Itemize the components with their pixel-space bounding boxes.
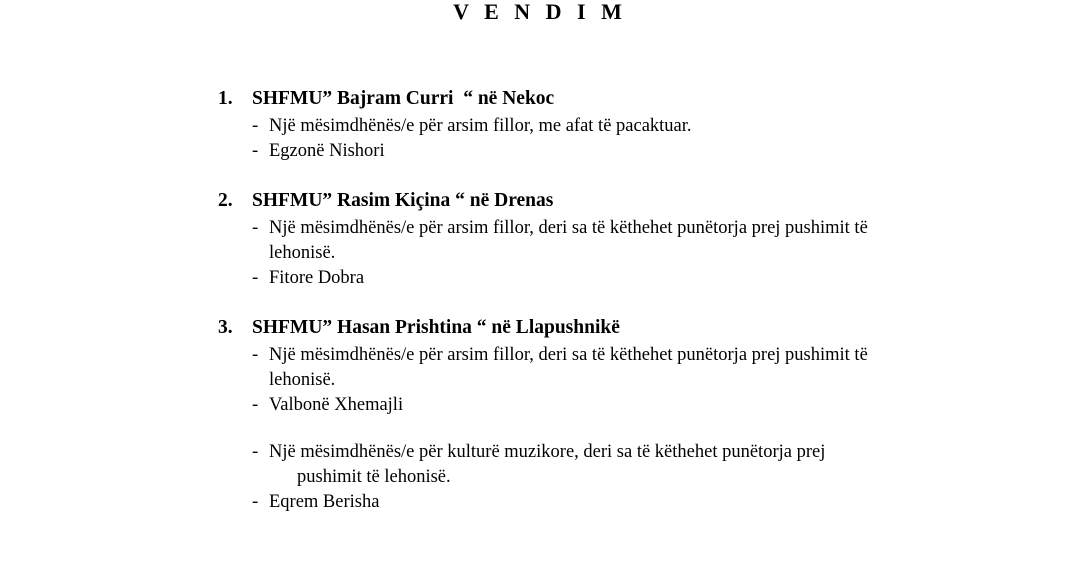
- sub-list: [218, 216, 970, 291]
- item-title: SHFMU” Bajram Curri “ në Nekoc: [252, 88, 555, 109]
- sub-list: [218, 343, 970, 515]
- sub-list-text: [269, 343, 970, 393]
- sub-list-item: [252, 490, 970, 515]
- page-title: V E N D I M: [453, 0, 627, 24]
- dash-bullet-icon: -: [252, 492, 259, 512]
- sub-list-item: [252, 343, 970, 393]
- list-item: [218, 315, 970, 515]
- sub-list-text: [269, 216, 970, 266]
- item-title: SHFMU” Rasim Kiçina “ në Drenas: [252, 190, 554, 211]
- dash-bullet-icon: -: [252, 345, 259, 365]
- dash-bullet-icon: -: [252, 442, 259, 462]
- sub-list-text: [269, 440, 970, 490]
- sub-list-text: [269, 266, 970, 291]
- sub-list-line: lehonisë.: [269, 243, 336, 263]
- sub-list-item: [252, 216, 970, 266]
- item-heading: [218, 188, 970, 214]
- sub-list-line: Një mësimdhënës/e për kulturë muzikore, deri sa të këthehet punëtorja prej: [269, 442, 826, 462]
- sub-list-text: [269, 114, 970, 139]
- item-number: 1.: [218, 88, 233, 109]
- sub-list-text: [269, 139, 970, 164]
- document-body: [0, 86, 1080, 515]
- sub-list-text: [269, 490, 970, 515]
- paragraph-gap: [252, 418, 970, 440]
- dash-bullet-icon: -: [252, 395, 259, 415]
- sub-list-line: Një mësimdhënës/e për arsim fillor, deri sa të këthehet punëtorja prej pushimit të: [269, 345, 868, 365]
- sub-list-line: Një mësimdhënës/e për arsim fillor, me afat të pacaktuar.: [269, 116, 692, 136]
- sub-list-line: lehonisë.: [269, 370, 336, 390]
- sub-list-item: [252, 393, 970, 418]
- dash-bullet-icon: -: [252, 141, 259, 161]
- sub-list-line: Një mësimdhënës/e për arsim fillor, deri sa të këthehet punëtorja prej pushimit të: [269, 218, 868, 238]
- sub-list-line: Eqrem Berisha: [269, 492, 380, 512]
- item-title: SHFMU” Hasan Prishtina “ në Llapushnikë: [252, 317, 620, 338]
- sub-list-line: Fitore Dobra: [269, 268, 365, 288]
- sub-list-item: [252, 440, 970, 490]
- item-heading: [218, 86, 970, 112]
- item-number: 2.: [218, 190, 233, 211]
- dash-bullet-icon: -: [252, 116, 259, 136]
- sub-list-item: [252, 139, 970, 164]
- sub-list: [218, 114, 970, 164]
- dash-bullet-icon: -: [252, 268, 259, 288]
- sub-list-line: Valbonë Xhemajli: [269, 395, 404, 415]
- sub-list-item: [252, 266, 970, 291]
- list-item: [218, 188, 970, 291]
- sub-list-item: [252, 114, 970, 139]
- item-number: 3.: [218, 317, 233, 338]
- dash-bullet-icon: -: [252, 218, 259, 238]
- list-item: [218, 86, 970, 164]
- sub-list-text: [269, 393, 970, 418]
- item-heading: [218, 315, 970, 341]
- sub-list-line: Egzonë Nishori: [269, 141, 385, 161]
- sub-list-line: pushimit të lehonisë.: [297, 467, 451, 487]
